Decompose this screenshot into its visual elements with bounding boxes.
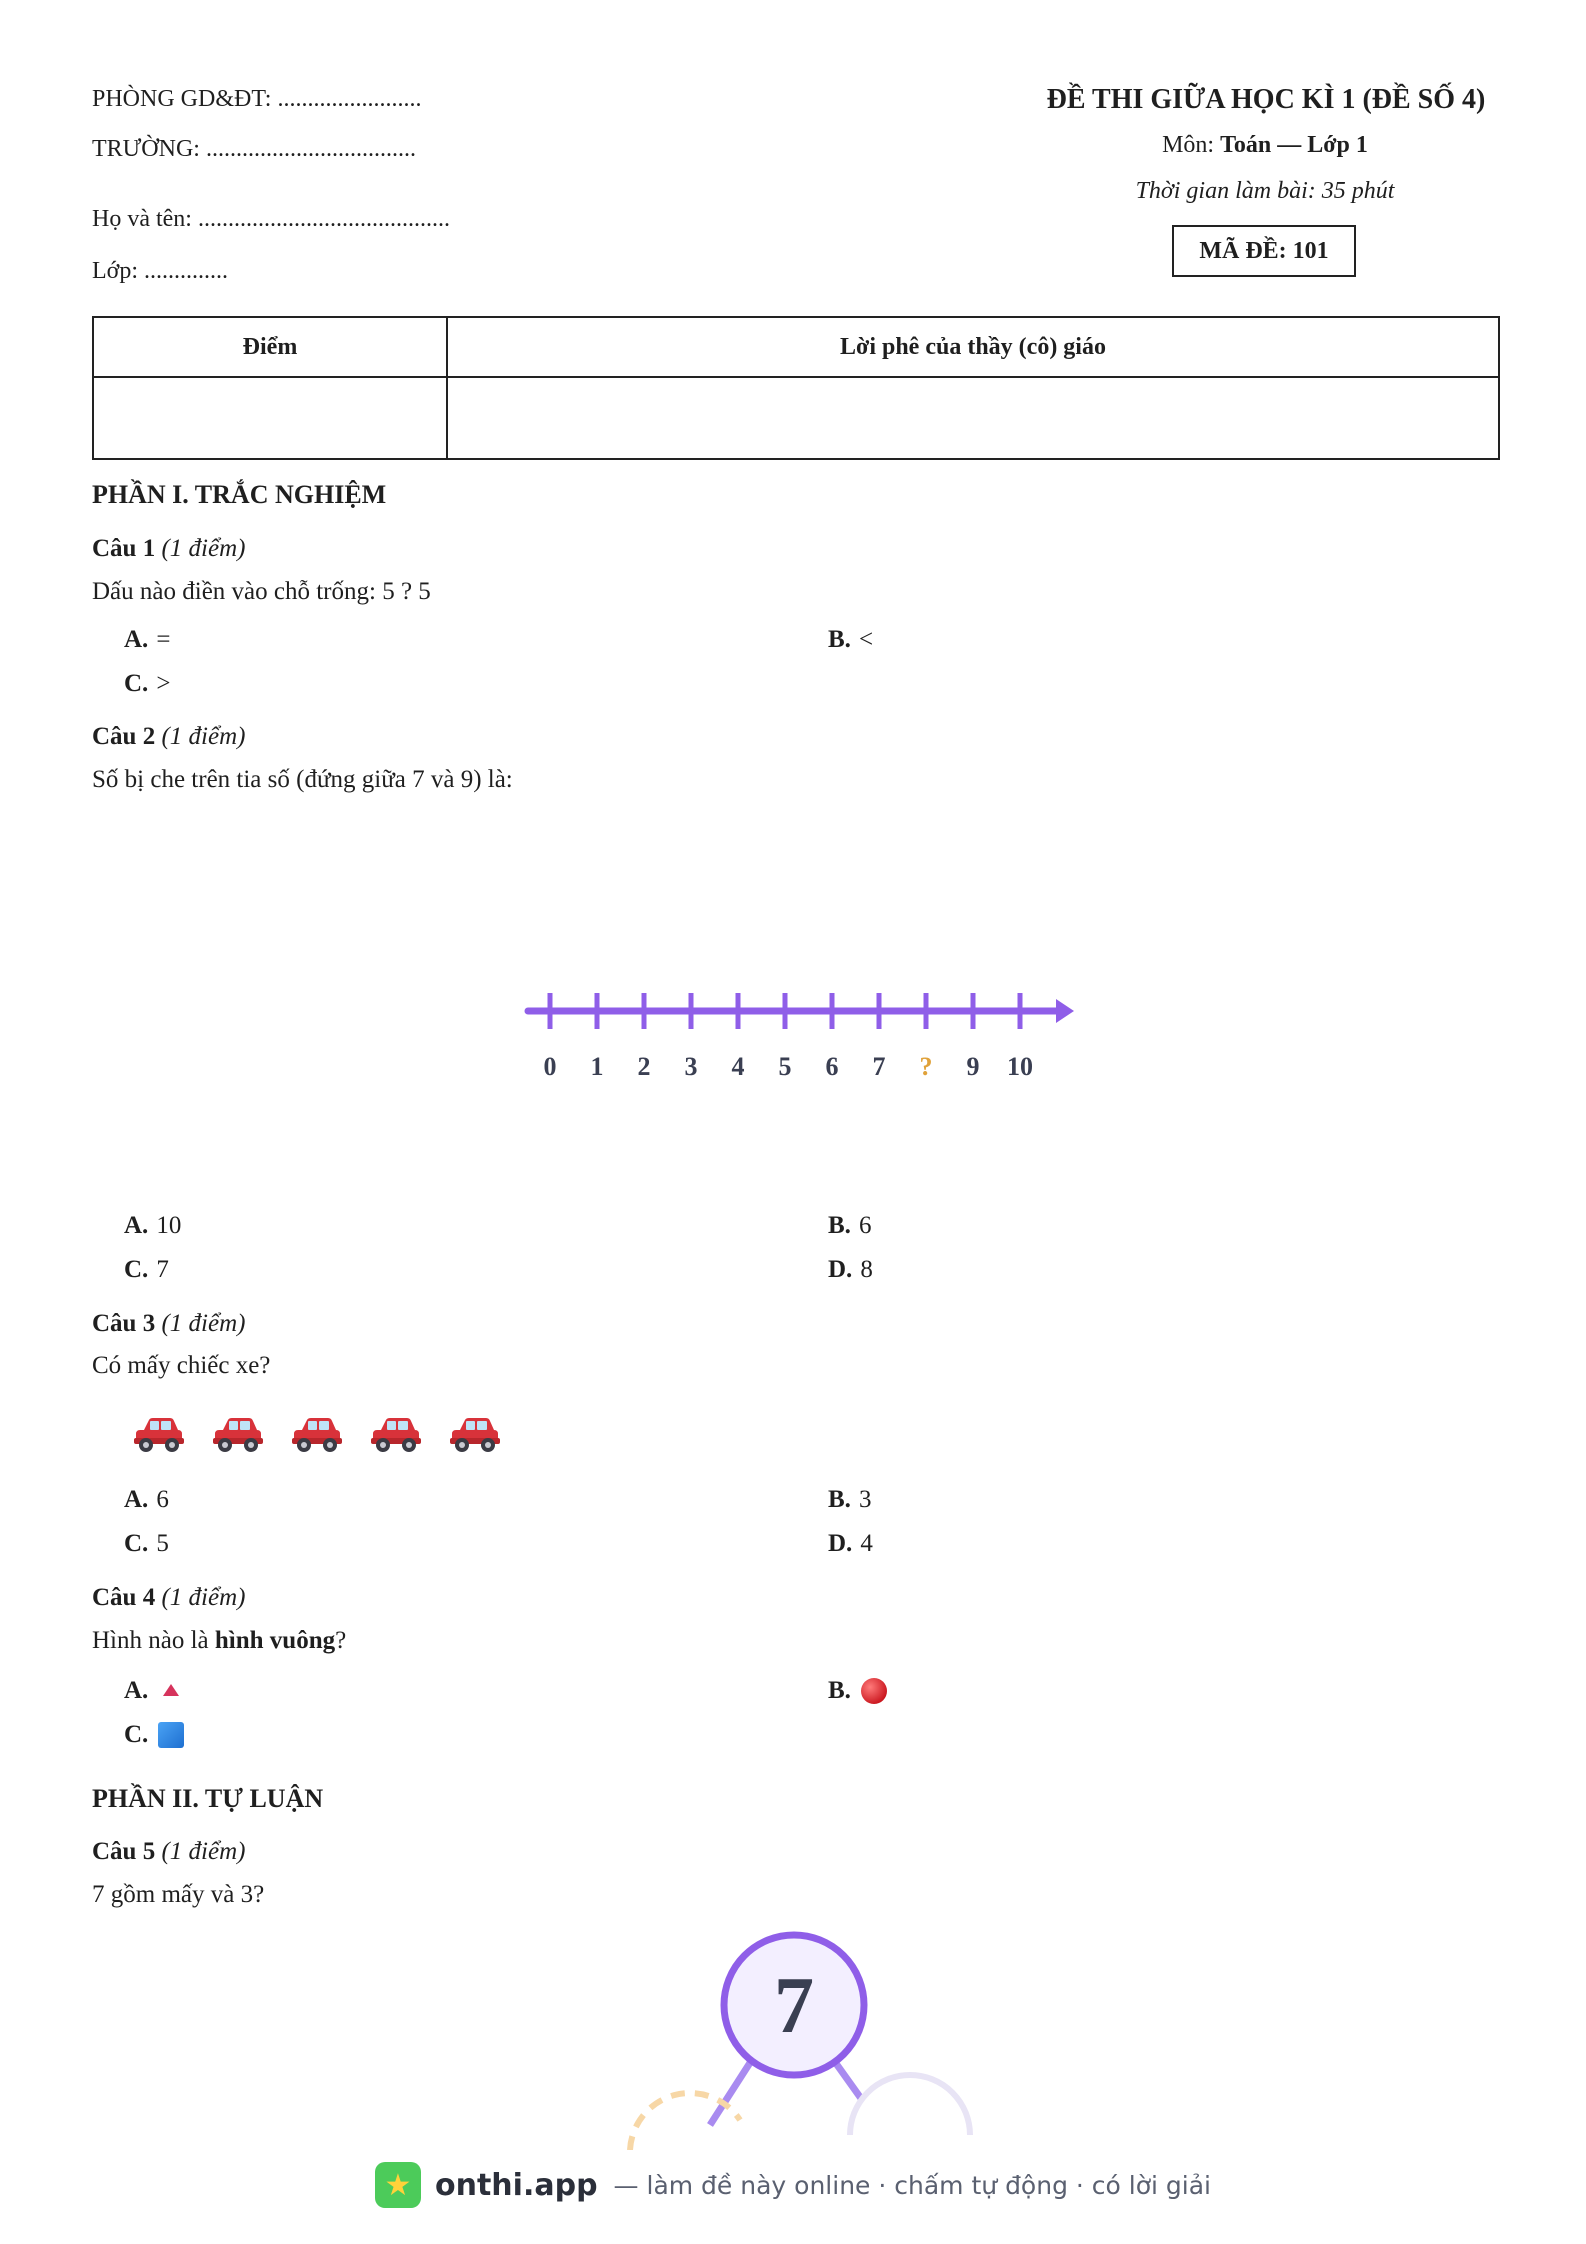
ho-ten-field: Họ và tên: ..........................................: [92, 206, 450, 232]
option-label: B.: [828, 626, 851, 653]
q4-label: Câu 4: [92, 1584, 156, 1611]
number-line-arrow: [1056, 999, 1074, 1023]
q2-option-d: [828, 1256, 873, 1284]
q3-heading: [92, 1310, 245, 1338]
q2-heading: [92, 723, 245, 751]
car-icon: [288, 1412, 344, 1456]
q1-option-a: [124, 626, 170, 654]
option-label: D.: [828, 1530, 853, 1557]
option-label: C.: [124, 1530, 149, 1557]
lop-field: Lớp: ..............: [92, 258, 229, 284]
subject-value: Toán — Lớp 1: [1220, 132, 1368, 158]
number-line-label: 1: [590, 1052, 604, 1081]
q3-option-a: [124, 1486, 169, 1514]
subject-line: [1070, 132, 1460, 159]
q2-option-a: [124, 1212, 181, 1240]
bond-left-part-circle: [630, 2093, 740, 2150]
footer-brand[interactable]: onthi.app: [435, 2167, 598, 2203]
square-icon: [156, 1720, 186, 1750]
q1-heading: [92, 535, 245, 563]
bond-whole-value: 7: [774, 1962, 814, 2050]
q4-points: (1 điểm): [161, 1584, 246, 1611]
option-label: C.: [124, 1256, 149, 1283]
option-value: 6: [156, 1486, 169, 1513]
q2-option-c: [124, 1256, 169, 1284]
option-label: A.: [124, 1212, 149, 1239]
option-value: 3: [858, 1486, 872, 1513]
number-line-label: 3: [684, 1052, 698, 1081]
score-cell: [93, 377, 447, 459]
number-line-label: 4: [731, 1052, 745, 1081]
option-value: 4: [860, 1530, 873, 1557]
option-label: C.: [124, 1721, 149, 1748]
number-line-hidden-label: ?: [919, 1052, 933, 1081]
q2-option-b: [828, 1212, 871, 1240]
q3-option-c: [124, 1530, 169, 1558]
q4-text: [92, 1627, 346, 1655]
bond-left-line: [710, 2055, 755, 2125]
number-line-label: 0: [543, 1052, 557, 1081]
option-label: A.: [124, 1486, 149, 1513]
number-line-label: 7: [872, 1052, 886, 1081]
q5-text: 7 gồm mấy và 3?: [92, 1881, 265, 1908]
subject-prefix: Môn:: [1162, 132, 1221, 158]
q3-text: Có mấy chiếc xe?: [92, 1352, 271, 1379]
q4-option-c: [124, 1720, 186, 1750]
exam-title: ĐỀ THI GIỮA HỌC KÌ 1 (ĐỀ SỐ 4): [1046, 84, 1486, 115]
option-value: <: [858, 626, 874, 653]
star-logo-icon: ★: [375, 2162, 421, 2208]
car-row: [130, 1412, 525, 1458]
time-limit: Thời gian làm bài: 35 phút: [1135, 178, 1395, 204]
number-line-label: 2: [637, 1052, 651, 1081]
exam-code: MÃ ĐỀ: 101: [1199, 238, 1329, 264]
q4-text-after: ?: [335, 1627, 347, 1654]
option-label: D.: [828, 1256, 853, 1283]
score-table: [92, 316, 1500, 460]
q4-heading: [92, 1584, 245, 1612]
part1-heading: PHẦN I. TRẮC NGHIỆM: [92, 480, 387, 509]
q3-option-d: [828, 1530, 873, 1558]
q4-text-before: Hình nào là: [92, 1627, 215, 1654]
q2-label: Câu 2: [92, 723, 156, 750]
q3-label: Câu 3: [92, 1310, 156, 1337]
option-value: 10: [156, 1212, 182, 1239]
option-label: C.: [124, 670, 149, 697]
number-line-label: 9: [966, 1052, 980, 1081]
q1-text: Dấu nào điền vào chỗ trống: 5 ? 5: [92, 578, 431, 605]
number-line-label: 6: [825, 1052, 839, 1081]
q1-label: Câu 1: [92, 535, 156, 562]
option-value: 7: [156, 1256, 169, 1283]
q5-label: Câu 5: [92, 1838, 156, 1865]
q3-option-b: [828, 1486, 871, 1514]
footer-tagline: — làm đề này online · chấm tự động · có lời giải: [613, 2170, 1211, 2200]
footer-bar: [0, 2155, 1586, 2215]
q1-option-b: [828, 626, 873, 654]
option-value: 6: [858, 1212, 872, 1239]
car-icon: [367, 1412, 423, 1456]
q5-heading: [92, 1838, 245, 1866]
number-line-label: 5: [778, 1052, 792, 1081]
car-icon: [130, 1412, 186, 1456]
option-label: B.: [828, 1212, 851, 1239]
phong-gd-field: PHÒNG GD&ĐT: ........................: [92, 86, 422, 112]
option-label: B.: [828, 1677, 851, 1704]
triangle-icon: [156, 1676, 186, 1706]
q2-text: Số bị che trên tia số (đứng giữa 7 và 9) là:: [92, 766, 513, 793]
option-label: A.: [124, 626, 149, 653]
option-value: 5: [156, 1530, 169, 1557]
circle-icon: [859, 1676, 889, 1706]
car-icon: [209, 1412, 265, 1456]
option-value: =: [156, 626, 171, 653]
truong-field: TRƯỜNG: ...................................: [92, 136, 416, 162]
car-icon: [446, 1412, 502, 1456]
part2-heading: PHẦN II. TỰ LUẬN: [92, 1784, 324, 1813]
q5-points: (1 điểm): [161, 1838, 246, 1865]
q4-option-b: [828, 1676, 889, 1706]
comment-header: Lời phê của thầy (cô) giáo: [447, 317, 1499, 377]
option-value: 8: [860, 1256, 873, 1283]
option-label: B.: [828, 1486, 851, 1513]
number-line: [520, 975, 1080, 1095]
q1-points: (1 điểm): [161, 535, 246, 562]
q4-text-bold: hình vuông: [214, 1627, 336, 1654]
exam-code-box: [1172, 225, 1356, 277]
number-bond-diagram: [600, 1920, 1000, 2150]
bond-right-part-circle: [850, 2075, 970, 2135]
option-label: A.: [124, 1677, 149, 1704]
number-line-label: 10: [1007, 1052, 1033, 1081]
q2-points: (1 điểm): [161, 723, 246, 750]
q1-option-c: [124, 670, 170, 698]
option-value: >: [156, 670, 171, 697]
comment-cell: [447, 377, 1499, 459]
score-header: Điểm: [93, 317, 447, 377]
q4-option-a: [124, 1676, 186, 1706]
q3-points: (1 điểm): [161, 1310, 246, 1337]
